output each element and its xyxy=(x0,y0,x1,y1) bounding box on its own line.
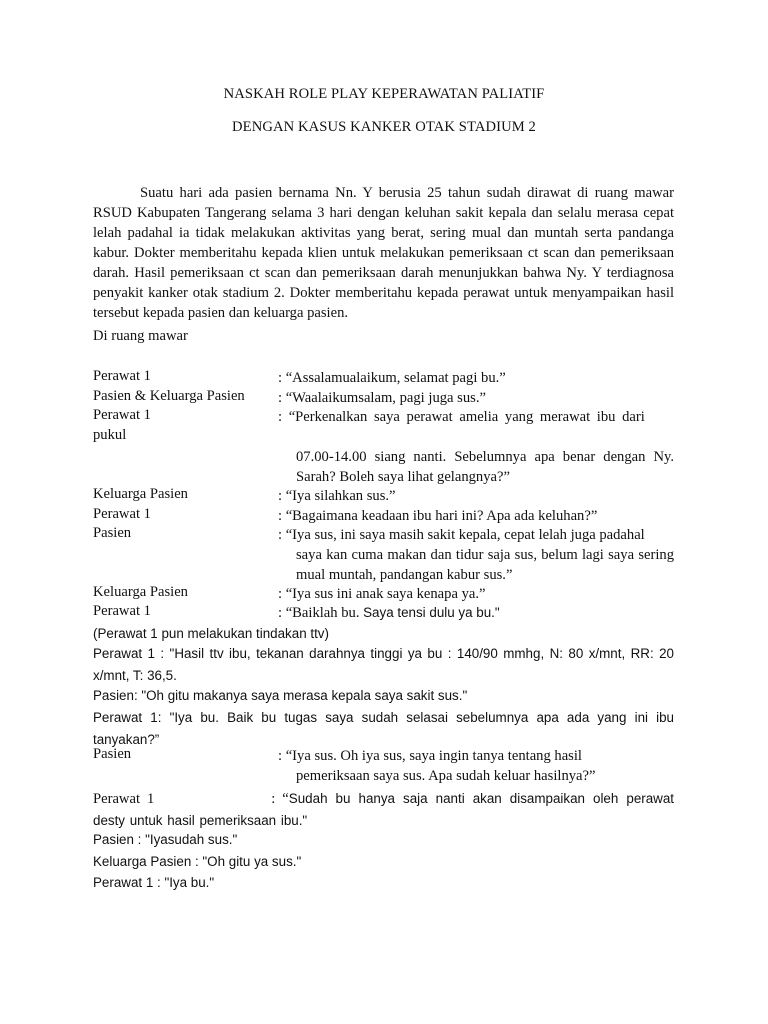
dialogue-line: Perawat 1 : "Iya bu." xyxy=(93,875,215,890)
speaker-name: Pasien & Keluarga Pasien xyxy=(93,388,245,404)
dialogue-continuation: pemeriksaan saya sus. Apa sudah keluar hasilnya?” xyxy=(296,768,596,784)
dialogue-line: Pasien: "Oh gitu makanya saya merasa kepala saya sakit sus." xyxy=(93,688,468,703)
dialogue-text-sans: Saya tensi dulu ya bu." xyxy=(363,605,500,620)
dialogue-wrap: pukul xyxy=(93,427,127,443)
stage-direction: (Perawat 1 pun melakukan tindakan ttv) xyxy=(93,626,329,641)
dialogue-text-sans: Sudah bu hanya saja nanti akan disampaikan oleh perawat desty untuk hasil pemeriksaan ibu." xyxy=(93,791,675,828)
document-title: NASKAH ROLE PLAY KEPERAWATAN PALIATIF xyxy=(223,86,545,102)
dialogue-line: Pasien : "Iyasudah sus." xyxy=(93,832,238,847)
dialogue-text-serif: : “ xyxy=(271,791,289,807)
speaker-name: Pasien xyxy=(93,746,132,762)
intro-paragraph: Suatu hari ada pasien bernama Nn. Y berusia 25 tahun sudah dirawat di ruang mawar RSUD Kabupaten Tangerang selama 3 hari dengan keluhan sakit kepala dan selalu merasa cepat lelah padahal ia tidak melakukan aktivitas yang berat, sering mual dan muntah serta pandanga kabur. Dokter memberitahu kepada klien untuk melakukan pemeriksaan ct scan dan pemeriksaan darah. Hasil pemeriksaan ct scan dan pemeriksaan darah menunjukkan bahwa Ny. Y terdiagnosa penyakit kanker otak stadium 2. Dokter memberitahu kepada perawat untuk menyampaikan hasil tersebut kepada pasien dan keluarga pasien. xyxy=(93,185,674,321)
speaker-name: Perawat 1 xyxy=(93,791,155,807)
dialogue-text: : “Bagaimana keadaan ibu hari ini? Apa ada keluhan?” xyxy=(278,508,598,524)
dialogue-text: : “Perkenalkan saya perawat amelia yang merawat ibu dari xyxy=(278,409,645,425)
speaker-name: Perawat 1 xyxy=(93,407,151,423)
dialogue-line xyxy=(93,788,674,832)
speaker-name: Perawat 1 xyxy=(93,368,151,384)
dialogue-text: : “Iya sus, ini saya masih sakit kepala, cepat lelah juga padahal xyxy=(278,527,645,543)
dialogue-continuation: saya kan cuma makan dan tidur saja sus, belum lagi saya sering mual muntah, pandangan kabur sus.” xyxy=(296,547,674,583)
speaker-name: Perawat 1 xyxy=(93,506,151,522)
dialogue-text xyxy=(278,603,674,623)
document-subtitle: DENGAN KASUS KANKER OTAK STADIUM 2 xyxy=(232,119,536,135)
dialogue-text: : “Assalamualaikum, selamat pagi bu.” xyxy=(278,370,506,386)
dialogue-text-serif: : “Baiklah bu. xyxy=(278,605,364,621)
speaker-name: Perawat 1 xyxy=(93,603,151,619)
dialogue-line: Perawat 1: "Iya bu. Baik bu tugas saya sudah selasai sebelumnya apa ada yang ini ibu tanyakan?” xyxy=(93,710,674,747)
dialogue-text: : “Iya sus. Oh iya sus, saya ingin tanya tentang hasil xyxy=(278,748,582,764)
dialogue-continuation: 07.00-14.00 siang nanti. Sebelumnya apa benar dengan Ny. Sarah? Boleh saya lihat gelangnya?” xyxy=(296,449,674,485)
dialogue-text: : “Iya silahkan sus.” xyxy=(278,488,396,504)
speaker-name: Keluarga Pasien xyxy=(93,486,188,502)
dialogue-line: Keluarga Pasien : "Oh gitu ya sus." xyxy=(93,854,302,869)
speaker-name: Pasien xyxy=(93,525,132,541)
dialogue-text: : “Waalaikumsalam, pagi juga sus.” xyxy=(278,390,486,406)
dialogue-text: : “Iya sus ini anak saya kenapa ya.” xyxy=(278,586,486,602)
speaker-name: Keluarga Pasien xyxy=(93,584,188,600)
scene-heading: Di ruang mawar xyxy=(93,328,188,344)
dialogue-line: Perawat 1 : "Hasil ttv ibu, tekanan darahnya tinggi ya bu : 140/90 mmhg, N: 80 x/mnt, RR: 20 x/mnt, T: 36,5. xyxy=(93,646,674,683)
